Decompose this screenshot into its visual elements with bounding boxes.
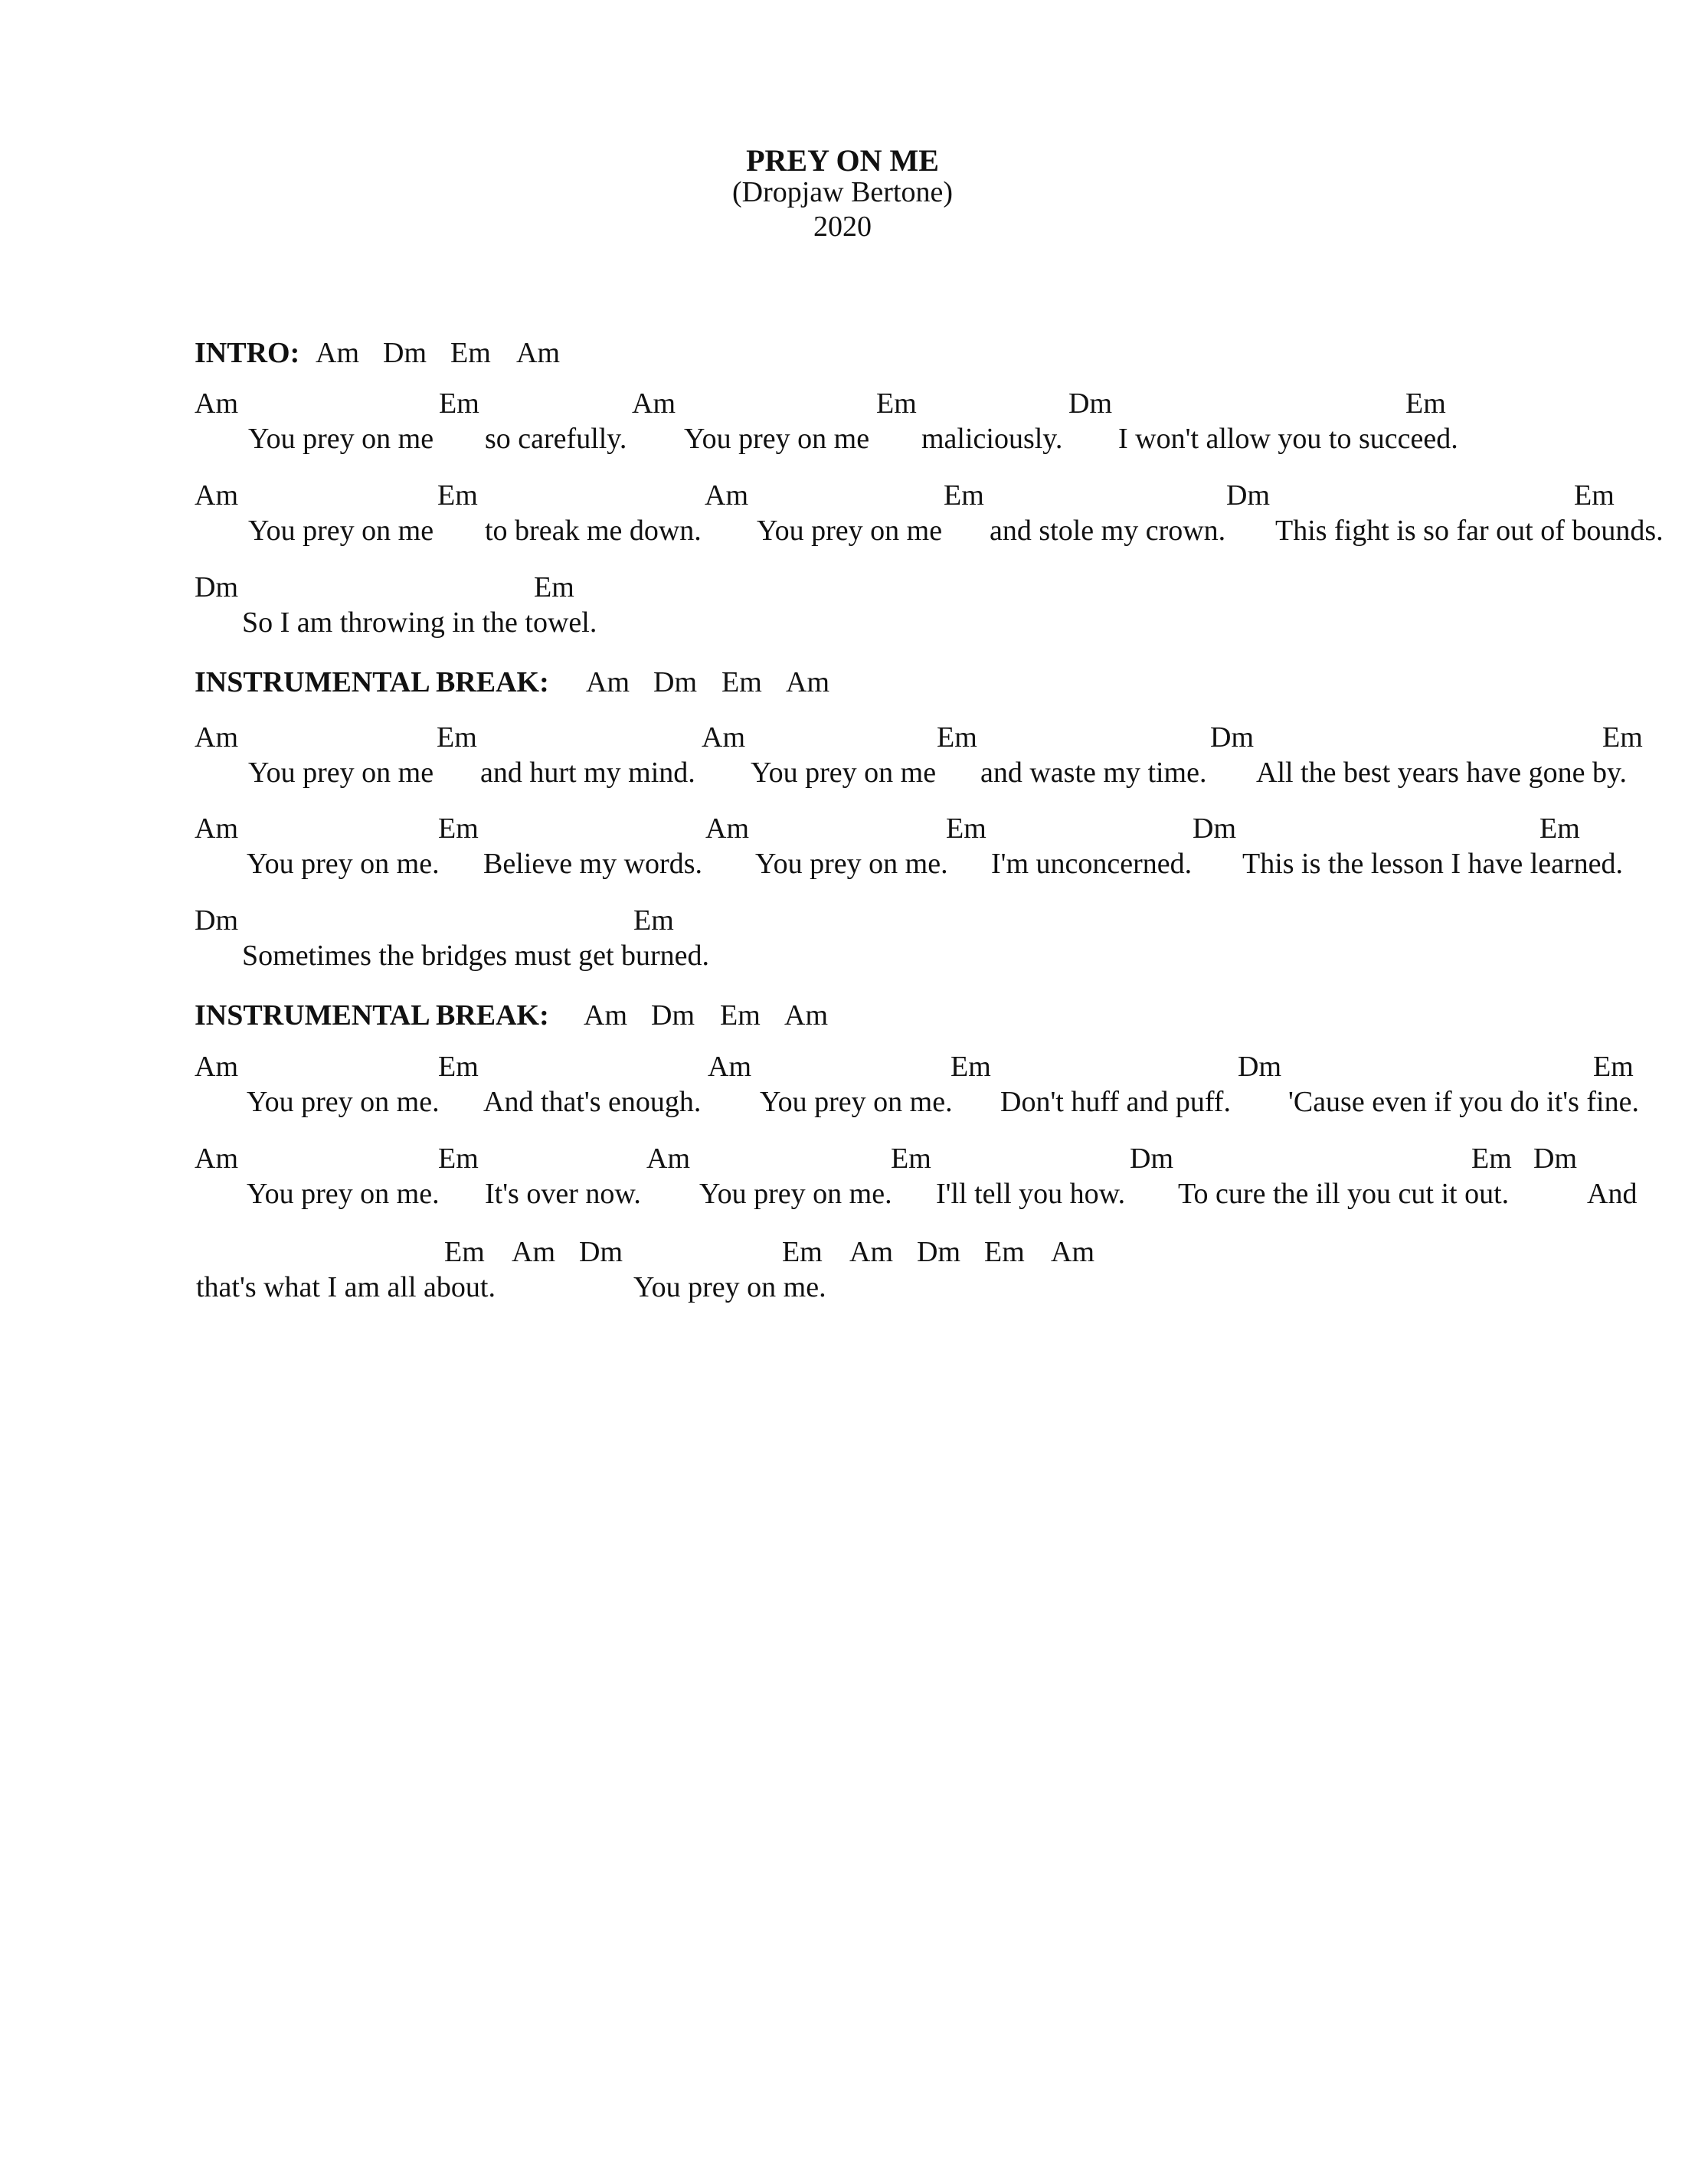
chord: Dm [195, 571, 238, 603]
lyric: so carefully. [485, 423, 627, 455]
lyric: You prey on me [757, 515, 943, 547]
break-label: INSTRUMENTAL BREAK: [195, 666, 549, 698]
chord: Em [439, 387, 479, 420]
lyric: You prey on me. [247, 1086, 440, 1118]
lyric: and hurt my mind. [480, 757, 695, 789]
chord: Am [705, 479, 748, 512]
chord: Em [1602, 721, 1643, 754]
lyric: Believe my words. [483, 848, 703, 880]
chord: Em [444, 1236, 485, 1268]
chord: Am [195, 1143, 238, 1175]
break-chord: Am [784, 999, 828, 1032]
chord: Dm [1193, 812, 1236, 845]
lyric: You prey on me. [247, 1178, 440, 1210]
chord: Em [944, 479, 984, 512]
song-title: PREY ON ME [746, 143, 939, 178]
lyric: And that's enough. [483, 1086, 702, 1118]
chord: Am [195, 479, 238, 512]
chord: Em [876, 387, 917, 420]
lyric: To cure the ill you cut it out. [1178, 1178, 1510, 1210]
chord: Em [438, 1051, 479, 1083]
intro-chord: Am [516, 337, 560, 369]
lyric: All the best years have gone by. [1256, 757, 1627, 789]
lyric: You prey on me [684, 423, 870, 455]
break-chord: Em [721, 666, 762, 698]
chord: Em [1539, 812, 1580, 845]
chord: Am [195, 1051, 238, 1083]
lyric: You prey on me [248, 757, 434, 789]
chord: Em [633, 904, 674, 937]
chord: Am [705, 812, 749, 845]
song-year: 2020 [813, 211, 872, 243]
chord: Am [195, 387, 238, 420]
lyric: Don't huff and puff. [1000, 1086, 1231, 1118]
chord: Dm [1068, 387, 1112, 420]
intro-label: INTRO: [195, 337, 300, 369]
lyric: You prey on me [751, 757, 937, 789]
lyric: Sometimes the bridges must get burned. [242, 940, 710, 972]
break-chord: Dm [653, 666, 697, 698]
lyric: It's over now. [485, 1178, 641, 1210]
chord: Em [438, 1143, 479, 1175]
lyric: 'Cause even if you do it's fine. [1288, 1086, 1639, 1118]
chord: Em [946, 812, 986, 845]
chord: Am [632, 387, 676, 420]
lyric: And [1587, 1178, 1638, 1210]
chord: Em [1574, 479, 1615, 512]
intro-chord: Am [316, 337, 359, 369]
chord: Em [984, 1236, 1025, 1268]
lyric: You prey on me [248, 423, 434, 455]
chord: Am [195, 812, 238, 845]
chord: Dm [1238, 1051, 1281, 1083]
chord: Am [195, 721, 238, 754]
break-chord: Am [786, 666, 829, 698]
lyric: You prey on me. [760, 1086, 953, 1118]
chord: Em [437, 479, 478, 512]
chord: Em [1405, 387, 1446, 420]
chord: Em [950, 1051, 991, 1083]
lyric: This fight is so far out of bounds. [1275, 515, 1664, 547]
lyric: This is the lesson I have learned. [1242, 848, 1624, 880]
chord: Em [782, 1236, 823, 1268]
lyric: You prey on me. [755, 848, 948, 880]
chord: Em [1471, 1143, 1512, 1175]
chord: Em [1593, 1051, 1634, 1083]
chord: Em [534, 571, 574, 603]
lyric: So I am throwing in the towel. [242, 606, 597, 639]
intro-chord: Dm [383, 337, 427, 369]
break-chord: Am [586, 666, 630, 698]
chord: Em [438, 812, 479, 845]
lyric: and stole my crown. [990, 515, 1226, 547]
lyric: You prey on me [248, 515, 434, 547]
lyric: that's what I am all about. [196, 1271, 496, 1303]
chord: Dm [1130, 1143, 1173, 1175]
lyric: I won't allow you to succeed. [1118, 423, 1458, 455]
lyric: You prey on me. [247, 848, 440, 880]
chord: Dm [195, 904, 238, 937]
lyric: maliciously. [921, 423, 1063, 455]
lyric: and waste my time. [980, 757, 1207, 789]
chord: Am [708, 1051, 751, 1083]
chord: Am [646, 1143, 690, 1175]
chord: Dm [579, 1236, 623, 1268]
chord: Dm [1533, 1143, 1577, 1175]
chord: Am [512, 1236, 555, 1268]
lyric: You prey on me. [699, 1178, 892, 1210]
break-chord: Em [720, 999, 761, 1032]
break-chord: Dm [651, 999, 695, 1032]
chord: Dm [1210, 721, 1254, 754]
chord: Em [891, 1143, 931, 1175]
chord: Em [937, 721, 977, 754]
chord: Am [1051, 1236, 1094, 1268]
chord: Dm [1226, 479, 1270, 512]
intro-chord: Em [450, 337, 491, 369]
lyric: to break me down. [485, 515, 702, 547]
break-chord: Am [584, 999, 627, 1032]
lyric: You prey on me. [633, 1271, 826, 1303]
lyric: I'm unconcerned. [991, 848, 1193, 880]
song-artist: (Dropjaw Bertone) [731, 176, 954, 208]
break-label: INSTRUMENTAL BREAK: [195, 999, 549, 1032]
chord: Am [702, 721, 745, 754]
chord: Am [849, 1236, 893, 1268]
chord: Dm [917, 1236, 960, 1268]
chord: Em [437, 721, 477, 754]
lyric: I'll tell you how. [936, 1178, 1126, 1210]
